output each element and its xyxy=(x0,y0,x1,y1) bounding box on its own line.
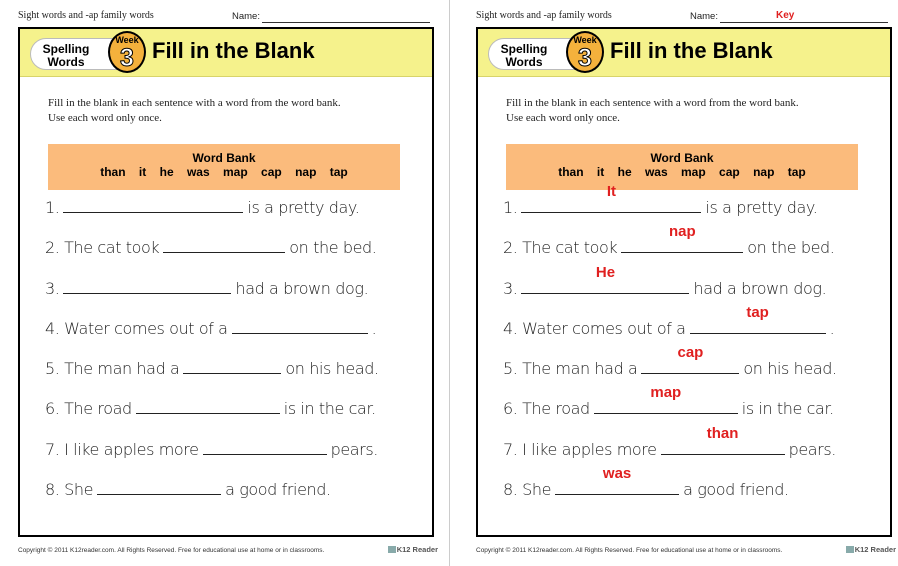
word-bank-title: Word Bank xyxy=(650,151,714,165)
worksheet-header xyxy=(18,10,440,24)
answer-blank[interactable] xyxy=(594,384,738,414)
footer xyxy=(18,545,438,557)
word-bank-word: cap xyxy=(719,165,740,179)
book-icon xyxy=(388,546,396,553)
spelling-words-label: Spelling Words xyxy=(42,42,90,69)
sentence-list xyxy=(45,197,430,519)
sentence-before: The cat took xyxy=(522,238,618,258)
sentence-before: The road xyxy=(64,399,132,419)
answer-blank[interactable] xyxy=(63,197,243,213)
worksheet-subtitle: Sight words and -ap family words xyxy=(18,10,154,21)
answer-blank[interactable] xyxy=(661,424,785,455)
sentence-before: I like apples more xyxy=(64,439,199,459)
word-bank-title: Word Bank xyxy=(192,151,256,165)
week-badge xyxy=(566,31,604,73)
sentence-item xyxy=(45,439,430,479)
sentence-before: She xyxy=(522,480,552,500)
spelling-words-label: Spelling Words xyxy=(500,42,548,69)
k12-reader-logo xyxy=(388,545,438,554)
sentence-number: 6. xyxy=(503,399,518,419)
sentence-after: on his head. xyxy=(285,359,379,379)
sentence-item xyxy=(45,318,430,358)
name-label: Name: xyxy=(232,11,260,22)
answer-blank[interactable] xyxy=(521,263,689,294)
copyright-text: Copyright © 2011 K12reader.com. All Rights Reserved. Free for educational use at home or in classrooms. xyxy=(476,547,783,554)
page-title: Fill in the Blank xyxy=(152,38,315,63)
instructions xyxy=(506,96,886,126)
page-title: Fill in the Blank xyxy=(610,38,773,63)
name-field-line[interactable] xyxy=(262,22,430,23)
logo-text: K12 Reader xyxy=(854,545,896,554)
week-label: Week xyxy=(573,35,597,45)
answer-text: It xyxy=(606,183,617,200)
sentence-after: a good friend. xyxy=(683,480,789,500)
answer-text: nap xyxy=(668,223,696,241)
book-icon xyxy=(846,546,854,553)
sentence-item xyxy=(45,479,430,519)
instruction-line: Fill in the blank in each sentence with a word from the word bank. xyxy=(48,97,341,109)
sentence-number: 1. xyxy=(503,198,518,217)
sentence-number: 5. xyxy=(45,359,60,379)
sentence-number: 4. xyxy=(45,318,60,338)
answer-blank[interactable] xyxy=(521,183,701,213)
worksheet-header xyxy=(476,10,898,24)
word-bank-words xyxy=(506,165,858,179)
week-badge xyxy=(108,31,146,73)
word-bank-word: nap xyxy=(753,165,775,179)
sentence-before: The road xyxy=(522,399,590,419)
sentence-list xyxy=(503,183,888,519)
answer-blank[interactable] xyxy=(183,358,281,374)
answer-blank[interactable] xyxy=(690,303,826,334)
word-bank-words xyxy=(48,165,400,179)
sentence-after: . xyxy=(829,318,835,338)
word-bank xyxy=(48,144,400,190)
answer-blank[interactable] xyxy=(63,278,231,294)
sentence-item xyxy=(45,197,430,237)
sentence-item xyxy=(503,465,888,519)
answer-text: He xyxy=(595,263,616,281)
sentence-number: 1. xyxy=(45,198,60,217)
instruction-line: Use each word only once. xyxy=(48,112,162,124)
answer-blank[interactable] xyxy=(97,479,221,495)
week-number: 3 xyxy=(578,44,592,72)
answer-blank[interactable] xyxy=(555,465,679,495)
word-bank-word: than xyxy=(100,165,126,179)
word-bank-word: nap xyxy=(295,165,317,179)
answer-blank[interactable] xyxy=(621,223,743,253)
worksheet-subtitle: Sight words and -ap family words xyxy=(476,10,612,21)
answer-blank[interactable] xyxy=(232,318,368,334)
sentence-item xyxy=(45,237,430,277)
answer-text: tap xyxy=(746,303,769,321)
sentence-after: pears. xyxy=(330,439,378,459)
sentence-after: . xyxy=(371,318,377,338)
instruction-line: Use each word only once. xyxy=(506,112,620,124)
word-bank-word: it xyxy=(596,165,605,179)
week-label: Week xyxy=(115,35,139,45)
title-banner xyxy=(478,29,890,77)
word-bank-word: was xyxy=(644,165,668,179)
answer-blank[interactable] xyxy=(203,439,327,455)
sentence-before: She xyxy=(64,480,94,500)
sentence-after: on the bed. xyxy=(747,238,835,258)
sentence-after: had a brown dog. xyxy=(235,278,369,298)
word-bank-word: map xyxy=(681,165,706,179)
sentence-item xyxy=(45,398,430,438)
sentence-number: 2. xyxy=(45,238,60,258)
sentence-before: I like apples more xyxy=(522,439,657,459)
sentence-after: on the bed. xyxy=(289,238,377,258)
answer-blank[interactable] xyxy=(136,398,280,414)
word-bank-word: cap xyxy=(261,165,282,179)
word-bank-word: he xyxy=(617,165,632,179)
word-bank-word: was xyxy=(186,165,210,179)
sentence-after: a good friend. xyxy=(225,480,331,500)
answer-text: was xyxy=(602,465,632,483)
name-label: Name: xyxy=(690,11,718,22)
name-field-line[interactable] xyxy=(720,22,888,23)
instruction-line: Fill in the blank in each sentence with a word from the word bank. xyxy=(506,97,799,109)
answer-text: than xyxy=(706,424,739,442)
sentence-number: 2. xyxy=(503,238,518,258)
answer-text: cap xyxy=(677,344,704,362)
sentence-before: The cat took xyxy=(64,238,160,258)
word-bank-word: map xyxy=(223,165,248,179)
logo-text: K12 Reader xyxy=(396,545,438,554)
sentence-item xyxy=(45,278,430,318)
word-bank-word: tap xyxy=(787,165,806,179)
sentence-after: had a brown dog. xyxy=(693,278,827,298)
sentence-number: 6. xyxy=(45,399,60,419)
answer-blank[interactable] xyxy=(641,344,739,374)
sentence-number: 8. xyxy=(503,480,518,500)
sentence-number: 3. xyxy=(503,278,518,298)
worksheet-answer-key xyxy=(468,0,898,566)
answer-blank[interactable] xyxy=(163,237,285,253)
instructions xyxy=(48,96,428,126)
word-bank-word: it xyxy=(138,165,147,179)
answer-key-label: Key xyxy=(776,10,795,21)
sentence-number: 8. xyxy=(45,480,60,500)
sentence-before: The man had a xyxy=(522,359,638,379)
footer xyxy=(476,545,896,557)
sentence-number: 5. xyxy=(503,359,518,379)
k12-reader-logo xyxy=(846,545,896,554)
sentence-before: The man had a xyxy=(64,359,180,379)
word-bank-word: than xyxy=(558,165,584,179)
sentence-after: pears. xyxy=(788,439,836,459)
sentence-after: is in the car. xyxy=(283,399,376,419)
word-bank-word: he xyxy=(159,165,174,179)
sentence-after: is in the car. xyxy=(741,399,834,419)
title-banner xyxy=(20,29,432,77)
sentence-before: Water comes out of a xyxy=(64,318,228,338)
sentence-number: 3. xyxy=(45,278,60,298)
sentence-number: 7. xyxy=(45,439,60,459)
sentence-before: Water comes out of a xyxy=(522,318,686,338)
week-number: 3 xyxy=(120,44,134,72)
sentence-number: 7. xyxy=(503,439,518,459)
sentence-after: is a pretty day. xyxy=(705,198,818,217)
copyright-text: Copyright © 2011 K12reader.com. All Rights Reserved. Free for educational use at home or in classrooms. xyxy=(18,547,325,554)
answer-text: map xyxy=(650,384,682,402)
word-bank-word: tap xyxy=(329,165,348,179)
sentence-item xyxy=(45,358,430,398)
sentence-after: is a pretty day. xyxy=(247,198,360,217)
worksheet-frame xyxy=(476,27,892,537)
sentence-after: on his head. xyxy=(743,359,837,379)
worksheet-student xyxy=(10,0,450,566)
sentence-number: 4. xyxy=(503,318,518,338)
worksheet-frame xyxy=(18,27,434,537)
